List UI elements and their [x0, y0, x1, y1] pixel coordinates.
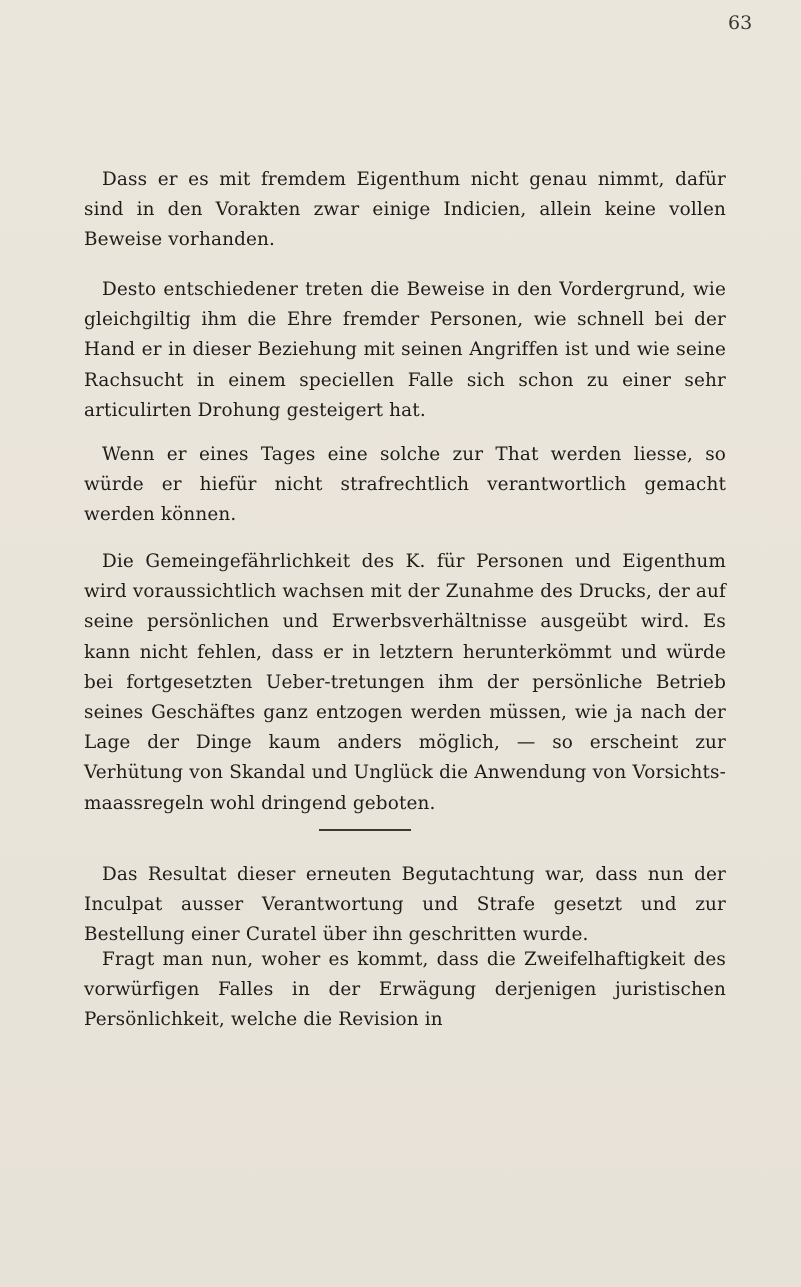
paragraph-text: Das Resultat dieser erneuten Begutachtung war, dass nun der Inculpat ausser Verantwortung und Strafe gesetzt und zur Bestellung einer Curatel über ihn geschritten wurde.: [84, 864, 726, 946]
paragraph-3: [84, 440, 726, 531]
paragraph-text: Wenn er eines Tages eine solche zur That werden liesse, so würde er hiefür nicht strafrechtlich verantwortlich gemacht werden können.: [84, 444, 726, 526]
paragraph-text: Fragt man nun, woher es kommt, dass die Zweifelhaftigkeit des vorwürfigen Falles in der Erwägung derjenigen juristischen Persönlichkeit, welche die Revision in: [84, 949, 726, 1031]
paragraph-2: [84, 275, 726, 426]
paragraph-text: Desto entschiedener treten die Beweise in den Vordergrund, wie gleichgiltig ihm die Ehre fremder Personen, wie schnell bei der Hand er in dieser Beziehung mit seinen Angriffen ist und wie seine Rachsucht in einem speciellen Falle sich schon zu einer sehr articulirten Drohung gesteigert hat.: [84, 279, 726, 421]
paragraph-5: [84, 860, 726, 951]
paragraph-text: Die Gemeingefährlichkeit des K. für Personen und Eigenthum wird voraussichtlich wachsen mit der Zunahme des Drucks, der auf seine persönlichen und Erwerbsverhältnisse ausgeübt wird. Es kann nicht fehlen, dass er in letztern herunterkömmt und würde bei fortgesetzten Ueber-tretungen ihm der persönliche Betrieb seines Geschäftes ganz entzogen werden müssen, wie ja nach der Lage der Dinge kaum anders möglich, — so erscheint zur Verhütung von Skandal und Unglück die Anwendung von Vorsichts-maassregeln wohl dringend geboten.: [84, 551, 726, 814]
paragraph-4: [84, 547, 726, 819]
paragraph-1: [84, 165, 726, 256]
paragraph-6: [84, 945, 726, 1036]
section-divider: [319, 829, 411, 831]
paragraph-text: Dass er es mit fremdem Eigenthum nicht genau nimmt, dafür sind in den Vorakten zwar einige Indicien, allein keine vollen Beweise vorhanden.: [84, 169, 726, 251]
page-number: 63: [728, 12, 753, 34]
